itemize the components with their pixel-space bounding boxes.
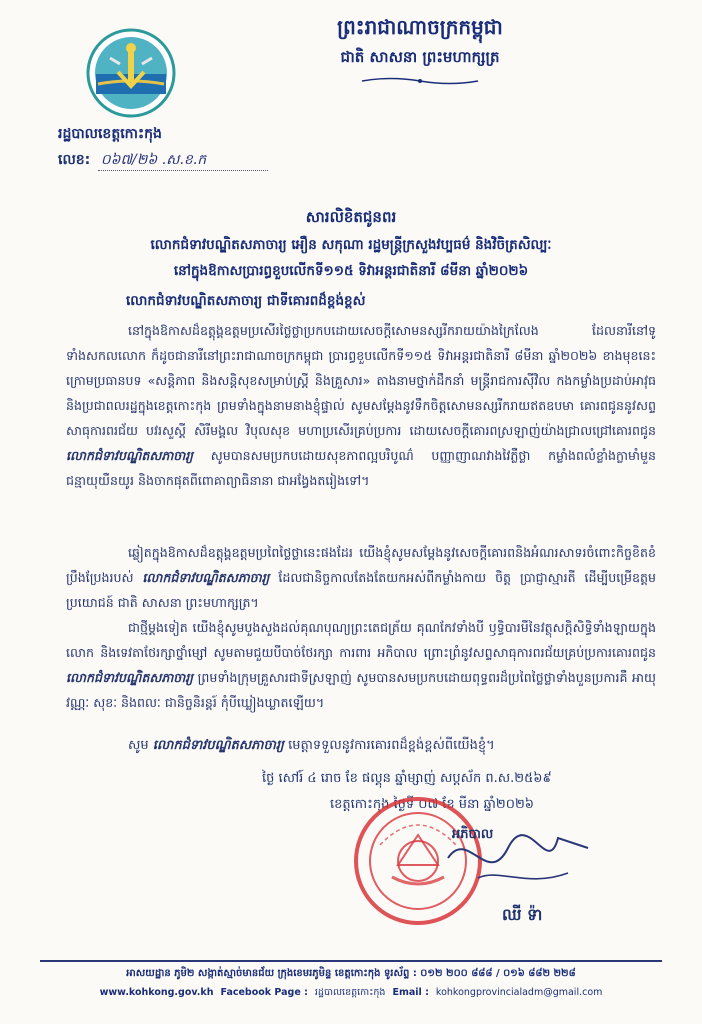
paragraph-1-tail: សូមបានសមប្រកបដោយសុខភាពល្អបរិបូណ៌ បញ្ញាញាណវាងវៃភ្លឺថ្លា កម្លាំងពលំខ្លាំងក្លាមាំមួន ជន្មាយុយឺនយូរ និងចាកផុតពីពោគាព្យាធិនានា ជាអង្វែងតរៀងទៅ។ [66,448,656,488]
paragraph-3-tail: ព្រមទាំងក្រុមគ្រួសារជាទីស្រឡាញ់ សូមបានសមប្រកបដោយពុទ្ធពរដ៏ប្រពៃថ្លៃថ្លាទាំងបួនប្រការគឺ អាយុ វណ្ណៈ សុខៈ និងពលៈ ជានិច្ចនិរន្តរ៍ កុំបីឃ្លៀងឃ្លាតឡើយ។ [66,670,656,710]
paragraph-2-text: ឆ្លៀតក្នុងឱកាសដ៏ឧត្តុង្គឧត្តមប្រពៃថ្លៃថ្លានេះផងដែរ យើងខ្ញុំសូមសម្តែងនូវសេចក្តីគោរពនិងអំណរសាទរចំពោះកិច្ចខិតខំប្រឹងប្រែងរបស់ [66,545,656,585]
ornament-divider-icon [360,76,480,86]
paragraph-4 [128,733,658,758]
kingdom-heading: ព្រះរាជាណាចក្រកម្ពុជា [337,15,503,39]
solar-date: ខេត្តកោះកុង ថ្ងៃទី ០៧ ខែ មីនា ឆ្នាំ២០២៦ [330,797,534,812]
letter-title: សារលិខិតជូនពរ [305,208,397,226]
signer-name: ឈី ទ៉ា [502,905,543,924]
national-motto: ជាតិ សាសនា ព្រះមហាក្សត្រ [340,48,500,66]
paragraph-3 [66,615,656,715]
paragraph-2-tail: ដែលជានិច្ចកាលតែងតែយកអស់ពីកម្លាំងកាយ ចិត្ត ប្រាជ្ញាស្មារតី ដើម្បីបម្រើឧត្តមប្រយោជន៍ ជាតិ សាសនា ព្រះមហាក្សត្រ។ [66,570,657,610]
lunar-date: ថ្ងៃ សៅរ៍ ៤ រោច ខែ ផល្គុន ឆ្នាំម្សាញ់ សប្តស័ក ព.ស.២៥៦៩ [262,771,552,786]
reference-number-row [58,150,318,171]
paragraph-1-honorific: លោកជំទាវបណ្ឌិតសភាចារ្យ [66,448,194,463]
paragraph-3-honorific: លោកជំទាវបណ្ឌិតសភាចារ្យ [66,670,194,685]
paragraph-4-text: សូម [128,738,149,753]
paragraph-3-text: ជាថ្មីម្តងទៀត យើងខ្ញុំសូមបួងសួងដល់គុណបុណ្យព្រះតេជត្រ័យ គុណកែវទាំងបី ឫទ្ធិបារមីនៃវត្ថុសក្តិសិទ្ធិទាំងឡាយក្នុងលោក និងទេវតាថែរក្សាថ្នាំម្សៅ សូមតាមជួយបីបាច់ថែរក្សា ការពារ អភិបាល ព្រោះព្រំនូវសព្ទសាធុការពរជ័យគ្រប់ប្រការគោរពជូន [66,620,656,660]
footer-contacts [40,986,662,1000]
provincial-logo-icon [86,28,176,118]
website-link[interactable]: www.kohkong.gov.kh [99,987,214,998]
subject-line-2: នៅក្នុងឱកាសប្រារព្ធខួបលើកទី១១៥ ទិវាអន្តរជាតិនារី ៨មីនា ឆ្នាំ២០២៦ [173,263,529,279]
reference-label: លេខ: [58,152,91,168]
paragraph-2 [66,540,656,615]
subject-line-1: លោកជំទាវបណ្ឌិតសភាចារ្យ អឿន សកុណា រដ្ឋមន្ត្រីក្រសួងវប្បធម៌ និងវិចិត្រសិល្បៈ [150,237,552,253]
handwritten-signature-icon [438,818,598,908]
reference-dotted-line [98,170,268,171]
salutation: លោកជំទាវបណ្ឌិតសភាចារ្យ ជាទីគោរពដ៏ខ្ពង់ខ្ពស់ [126,293,366,309]
facebook-label: Facebook Page : [220,987,308,998]
paragraph-4-honorific: លោកជំទាវបណ្ឌិតសភាចារ្យ [152,738,284,753]
footer-divider [40,960,662,962]
facebook-page-link[interactable]: រដ្ឋបាលខេត្តកោះកុង [314,987,386,998]
issuing-authority: រដ្ឋបាលខេត្តកោះកុង [58,126,162,142]
paragraph-1-text: នៅក្នុងឱកាសដ៏ឧត្តុង្គឧត្តមប្រសើរថ្លៃថ្លាប្រកបដោយសេចក្តីសោមនស្សរីករាយយ៉ាងក្រៃលែង ដែលនារីនៅទូទាំងសកលលោក ក៏ដូចជានារីនៅព្រះរាជាណាចក្រកម្ពុជា ប្រារព្ធខួបលើកទី១១៥ ទិវាអន្តរជាតិនារី ៨មីនា ឆ្នាំ២០២៦ ខាងមុខនេះ ក្រោមប្រធានបទ «សន្តិភាព និងសន្តិសុខសម្រាប់ស្ត្រី និងគ្រួសារ» តាងនាមថ្នាក់ដឹកនាំ មន្ត្រីរាជការស៊ីវិល កងកម្លាំងប្រដាប់អាវុធ និងប្រជាពលរដ្ឋក្នុងខេត្តកោះកុង ព្រមទាំងក្នុងនាមនាងខ្ញុំផ្ទាល់ សូមសម្តែងនូវទឹកចិត្តសោមនស្សរីករាយឥតឧបមា គោរពជូននូវសព្ទសាធុការពរជ័យ បវរសួស្តី សិរីមង្គល វិបុលសុខ មហាប្រសើរគ្រប់ប្រការ ដោយសេចក្តីគោរពស្រឡាញ់យ៉ាងជ្រាលជ្រៅគោរពជូន [66,323,656,438]
signer-title: អភិបាល [452,827,494,842]
footer-address: អាសយដ្ឋាន ភូមិ២ សង្កាត់ស្មាច់មានជ័យ ក្រុងខេមរភូមិន្ទ ខេត្តកោះកុង ទូរស័ព្ទ : ០១២ ២០០ ៨៨៨ / ០១៦ ៨៨២ ២២៨ [126,968,576,979]
paragraph-4-tail: មេត្តាទទួលនូវការគោរពដ៏ខ្ពង់ខ្ពស់ពីយើងខ្ញុំ។ [288,738,495,753]
email-link[interactable]: kohkongprovincialadm@gmail.com [435,987,603,998]
email-label: Email : [392,987,429,998]
paragraph-2-honorific: លោកជំទាវបណ្ឌិតសភាចារ្យ [142,570,270,585]
paragraph-1 [66,318,656,493]
reference-number: ០៦៧/២៦ .ស.ខ.ក [100,152,207,168]
